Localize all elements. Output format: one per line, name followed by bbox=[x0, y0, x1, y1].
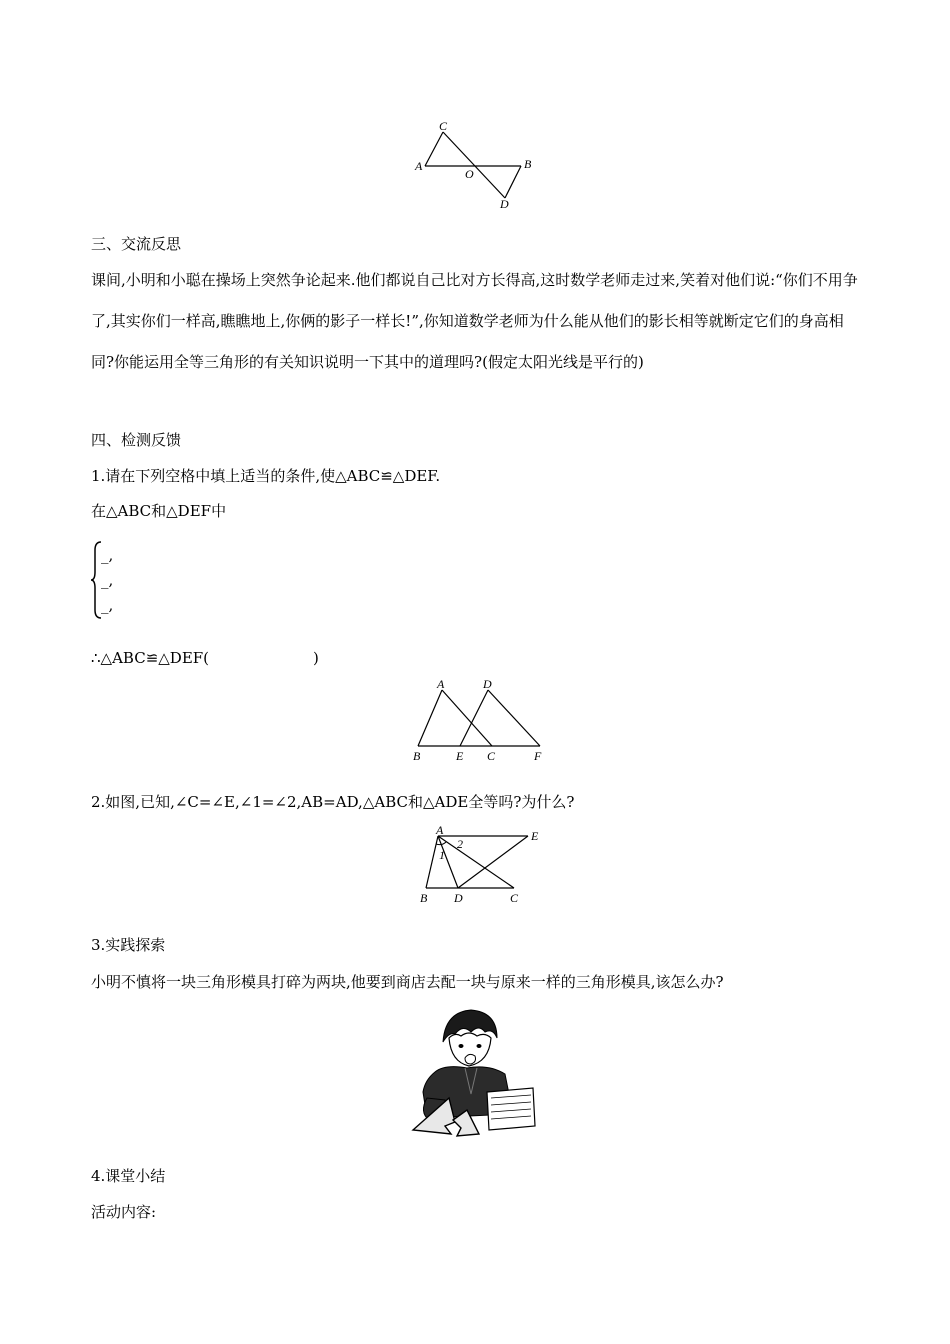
segment-bd bbox=[505, 166, 521, 198]
shadow-problem-paragraph: 课间,小明和小聪在操场上突然争论起来.他们都说自己比对方长得高,这时数学老师走过来,笑着对他们说:“你们不用争了,其实你们一样高,瞧瞧地上,你俩的影子一样长!”,你知道数学老师为什么能从他们的影长相等就断定它们的身高相同?你能运用全等三角形的有关知识说明一下其中的道理吗?(假定太阳光线是平行的) bbox=[91, 271, 858, 371]
segment-ad bbox=[438, 836, 458, 888]
segment-df bbox=[488, 690, 540, 746]
label-o: O bbox=[465, 167, 474, 181]
activity-content-label: 活动内容: bbox=[91, 1203, 157, 1221]
question-1-intro: 在△ABC和△DEF中 bbox=[91, 502, 227, 520]
condition-blank-1[interactable]: _, bbox=[101, 546, 114, 564]
section-heading-feedback: 四、检测反馈 bbox=[91, 431, 182, 449]
segment-ac bbox=[425, 132, 443, 166]
label-a: A bbox=[437, 677, 445, 691]
segment-de bbox=[458, 836, 528, 888]
label-c: C bbox=[487, 749, 496, 763]
label-b: B bbox=[420, 891, 428, 905]
question-1-conclusion bbox=[91, 648, 319, 668]
label-a: A bbox=[415, 159, 423, 173]
figure-triangles-abc-ade bbox=[410, 822, 550, 906]
question-2-text: 2.如图,已知,∠C=∠E,∠1=∠2,AB=AD,△ABC和△ADE全等吗?为什么? bbox=[91, 793, 575, 811]
label-c: C bbox=[439, 119, 448, 133]
condition-brace bbox=[91, 540, 151, 620]
boy-with-broken-triangle-illustration bbox=[405, 1002, 540, 1142]
conclusion-start: ∴△ABC≌△DEF( bbox=[91, 649, 210, 667]
section-heading-reflection: 三、交流反思 bbox=[91, 235, 182, 253]
label-e: E bbox=[456, 749, 464, 763]
question-1-text: 1.请在下列空格中填上适当的条件,使△ABC≌△DEF. bbox=[91, 467, 441, 485]
label-e: E bbox=[531, 829, 539, 843]
label-b: B bbox=[524, 157, 532, 171]
question-4-heading: 4.课堂小结 bbox=[91, 1167, 166, 1185]
label-d: D bbox=[500, 197, 509, 210]
condition-blank-2[interactable]: _, bbox=[101, 571, 114, 589]
question-3-text: 小明不慎将一块三角形模具打碎为两块,他要到商店去配一块与原来一样的三角形模具,该怎么办? bbox=[91, 973, 724, 991]
segment-ac bbox=[438, 836, 514, 888]
label-b: B bbox=[413, 749, 421, 763]
conclusion-end: ) bbox=[313, 649, 319, 667]
segment-ab bbox=[418, 690, 442, 746]
segment-cd bbox=[443, 132, 505, 198]
label-c: C bbox=[510, 891, 519, 905]
label-f: F bbox=[534, 749, 542, 763]
label-angle-1: 1 bbox=[439, 848, 445, 862]
segment-ac bbox=[442, 690, 492, 746]
condition-blank-3[interactable]: _, bbox=[101, 596, 114, 614]
figure-triangles-abc-def bbox=[400, 676, 560, 766]
label-angle-2: 2 bbox=[457, 837, 463, 851]
figure-crossed-triangles bbox=[405, 118, 545, 210]
question-3-heading: 3.实践探索 bbox=[91, 936, 166, 954]
label-d: D bbox=[483, 677, 492, 691]
label-d: D bbox=[454, 891, 463, 905]
label-a: A bbox=[436, 823, 444, 837]
